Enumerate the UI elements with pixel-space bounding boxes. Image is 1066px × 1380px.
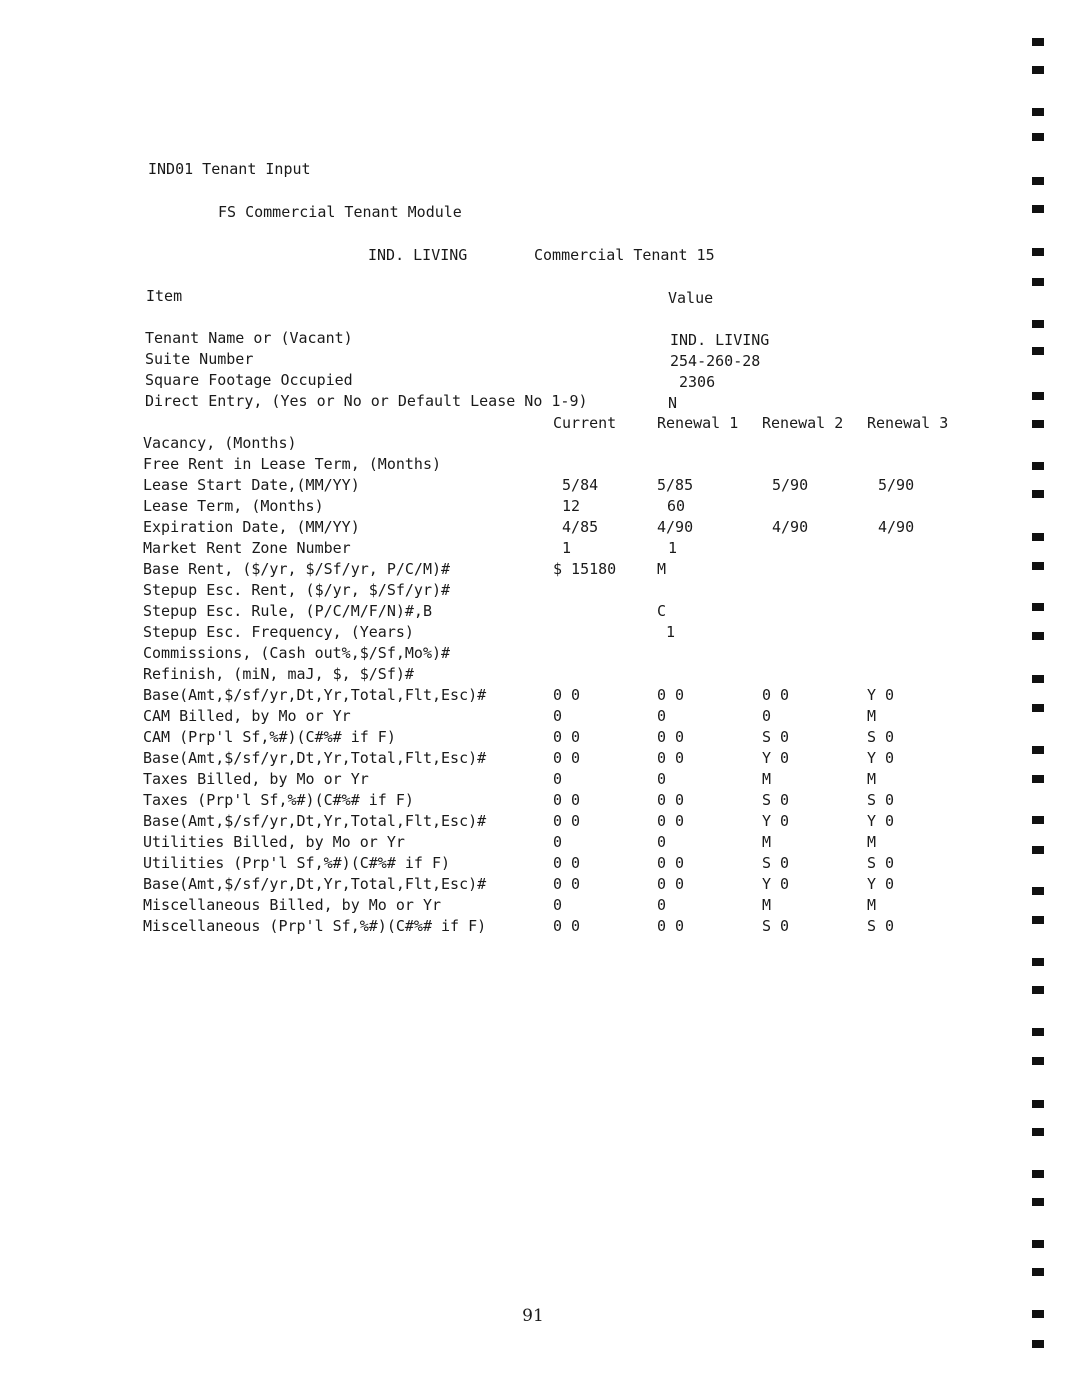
feed-hole [1032,675,1044,683]
feed-hole [1032,1340,1044,1348]
renewal1-value: 0 0 [657,854,685,872]
row-label: Base(Amt,$/sf/yr,Dt,Yr,Total,Flt,Esc)# [143,749,487,767]
row-label: Stepup Esc. Rule, (P/C/M/F/N)#,B [143,602,432,620]
current-value: 0 0 [553,749,581,767]
table-row [0,685,1000,706]
renewal1-value: 0 0 [657,749,685,767]
table-row [0,580,1000,601]
suite-number-value: 254-260-28 [670,352,761,370]
row-label: Taxes (Prp'l Sf,%#)(C#%# if F) [143,791,414,809]
table-row [0,727,1000,748]
renewal1-value: 0 0 [657,875,685,893]
feed-hole [1032,1268,1044,1276]
feed-hole [1032,462,1044,470]
current-column-header: Current [553,414,617,432]
feed-hole [1032,1028,1044,1036]
feed-hole [1032,1170,1044,1178]
renewal3-value: Y 0 [867,686,895,704]
suite-number-label: Suite Number [145,350,254,368]
renewal1-value: 0 [657,833,667,851]
current-value: 0 [553,896,563,914]
renewal3-value: 4/90 [878,518,915,536]
renewal1-value: 0 [657,770,667,788]
feed-hole [1032,392,1044,400]
row-label: Stepup Esc. Frequency, (Years) [143,623,414,641]
table-row [0,748,1000,769]
item-column-header: Item [146,287,183,305]
direct-entry-value: N [668,394,678,412]
feed-hole [1032,177,1044,185]
feed-hole [1032,887,1044,895]
renewal1-value: 60 [667,497,686,515]
current-value: 0 0 [553,917,581,935]
module-title: FS Commercial Tenant Module [218,203,462,221]
row-label: Base Rent, ($/yr, $/Sf/yr, P/C/M)# [143,560,451,578]
feed-hole [1032,603,1044,611]
renewal3-value: 5/90 [878,476,915,494]
renewal2-value: Y 0 [762,812,790,830]
table-row [0,559,1000,580]
table-row [0,643,1000,664]
renewal1-value: M [657,560,667,578]
renewal2-value: 0 0 [762,686,790,704]
renewal2-value: Y 0 [762,875,790,893]
feed-hole [1032,320,1044,328]
feed-hole [1032,775,1044,783]
table-row [0,664,1000,685]
direct-entry-label: Direct Entry, (Yes or No or Default Lease No 1-9) [145,392,588,410]
renewal2-value: Y 0 [762,749,790,767]
tenant-label-header: Commercial Tenant 15 [534,246,715,264]
current-value: 0 0 [553,812,581,830]
renewal1-value: 4/90 [657,518,694,536]
renewal3-value: S 0 [867,728,895,746]
renewal3-value: Y 0 [867,875,895,893]
table-row [0,769,1000,790]
table-row [0,916,1000,937]
feed-hole [1032,133,1044,141]
renewal3-value: S 0 [867,917,895,935]
feed-hole [1032,38,1044,46]
renewal3-value: M [867,833,877,851]
renewal1-column-header: Renewal 1 [657,414,739,432]
table-row [0,454,1000,475]
feed-hole [1032,1198,1044,1206]
current-value: 1 [553,539,572,557]
screen-id: IND01 Tenant Input [148,160,311,178]
current-value: $ 15180 [553,560,617,578]
renewal3-value: S 0 [867,854,895,872]
table-row [0,601,1000,622]
row-label: Utilities (Prp'l Sf,%#)(C#%# if F) [143,854,451,872]
renewal1-value: 5/85 [657,476,694,494]
current-value: 12 [553,497,581,515]
current-value: 0 0 [553,875,581,893]
row-label: Lease Term, (Months) [143,497,324,515]
feed-hole [1032,846,1044,854]
row-label: Base(Amt,$/sf/yr,Dt,Yr,Total,Flt,Esc)# [143,686,487,704]
table-row [0,622,1000,643]
feed-hole [1032,533,1044,541]
feed-hole [1032,1240,1044,1248]
renewal2-value: S 0 [762,728,790,746]
table-row [0,517,1000,538]
feed-hole [1032,108,1044,116]
current-value: 0 [553,833,563,851]
column-headers-row [0,413,1000,434]
feed-hole [1032,420,1044,428]
row-label: Commissions, (Cash out%,$/Sf,Mo%)# [143,644,451,662]
renewal1-value: 0 [657,896,667,914]
row-label: Market Rent Zone Number [143,539,351,557]
renewal1-value: 0 0 [657,728,685,746]
renewal1-value: 1 [668,539,678,557]
table-row [0,853,1000,874]
renewal1-value: 0 0 [657,812,685,830]
row-label: Stepup Esc. Rent, ($/yr, $/Sf/yr)# [143,581,451,599]
current-value: 0 0 [553,854,581,872]
row-label: Lease Start Date,(MM/YY) [143,476,360,494]
feed-hole [1032,916,1044,924]
renewal2-value: S 0 [762,791,790,809]
table-row [0,706,1000,727]
feed-hole [1032,746,1044,754]
current-value: 0 [553,707,563,725]
table-row [0,790,1000,811]
feed-hole [1032,704,1044,712]
table-row [0,895,1000,916]
row-label: Utilities Billed, by Mo or Yr [143,833,405,851]
table-row [0,475,1000,496]
current-value: 0 0 [553,686,581,704]
feed-hole [1032,958,1044,966]
tenant-name-value: IND. LIVING [670,331,770,349]
feed-hole [1032,1057,1044,1065]
renewal2-column-header: Renewal 2 [762,414,844,432]
row-label: Taxes Billed, by Mo or Yr [143,770,369,788]
row-label: Miscellaneous (Prp'l Sf,%#)(C#%# if F) [143,917,487,935]
renewal2-value: 0 [762,707,772,725]
square-footage-value: 2306 [679,373,716,391]
renewal1-value: 0 [657,707,667,725]
row-label: Expiration Date, (MM/YY) [143,518,360,536]
renewal3-value: M [867,707,877,725]
row-label: Refinish, (miN, maJ, $, $/Sf)# [143,665,414,683]
renewal1-value: 1 [657,623,676,641]
current-value: 0 0 [553,791,581,809]
printer-feed-holes [1032,0,1046,1380]
table-row [0,433,1000,454]
renewal2-value: M [762,896,772,914]
row-label: Vacancy, (Months) [143,434,297,452]
table-row [0,874,1000,895]
tenant-name-label: Tenant Name or (Vacant) [145,329,353,347]
renewal1-value: 0 0 [657,686,685,704]
current-value: 5/84 [553,476,599,494]
renewal3-value: M [867,770,877,788]
table-row [0,538,1000,559]
renewal3-value: Y 0 [867,812,895,830]
feed-hole [1032,1128,1044,1136]
renewal3-value: M [867,896,877,914]
renewal3-value: S 0 [867,791,895,809]
feed-hole [1032,1310,1044,1318]
current-value: 0 0 [553,728,581,746]
renewal3-value: Y 0 [867,749,895,767]
row-label: Free Rent in Lease Term, (Months) [143,455,442,473]
feed-hole [1032,816,1044,824]
feed-hole [1032,1100,1044,1108]
renewal1-value: 0 0 [657,791,685,809]
tenant-name-header: IND. LIVING [368,246,468,264]
current-value: 4/85 [553,518,599,536]
renewal3-column-header: Renewal 3 [867,414,949,432]
table-row [0,496,1000,517]
renewal2-value: 5/90 [772,476,809,494]
feed-hole [1032,562,1044,570]
table-row [0,832,1000,853]
square-footage-label: Square Footage Occupied [145,371,353,389]
page-number: 91 [522,1306,544,1326]
renewal2-value: M [762,833,772,851]
renewal1-value: 0 0 [657,917,685,935]
renewal2-value: S 0 [762,917,790,935]
feed-hole [1032,986,1044,994]
row-label: Base(Amt,$/sf/yr,Dt,Yr,Total,Flt,Esc)# [143,812,487,830]
feed-hole [1032,278,1044,286]
feed-hole [1032,347,1044,355]
renewal2-value: M [762,770,772,788]
row-label: Miscellaneous Billed, by Mo or Yr [143,896,442,914]
current-value: 0 [553,770,563,788]
feed-hole [1032,66,1044,74]
row-label: CAM Billed, by Mo or Yr [143,707,351,725]
feed-hole [1032,632,1044,640]
value-column-header: Value [668,289,714,307]
row-label: Base(Amt,$/sf/yr,Dt,Yr,Total,Flt,Esc)# [143,875,487,893]
feed-hole [1032,490,1044,498]
table-row [0,811,1000,832]
feed-hole [1032,205,1044,213]
renewal2-value: S 0 [762,854,790,872]
row-label: CAM (Prp'l Sf,%#)(C#%# if F) [143,728,396,746]
renewal2-value: 4/90 [772,518,809,536]
feed-hole [1032,248,1044,256]
renewal1-value: C [657,602,667,620]
